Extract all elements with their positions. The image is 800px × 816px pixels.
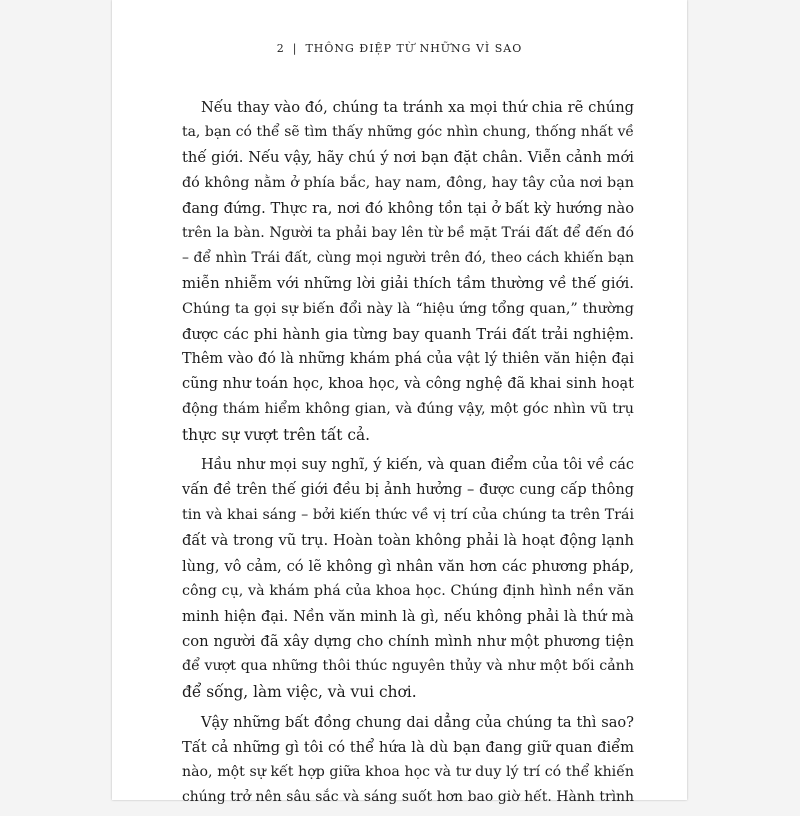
text-line: động thám hiểm không gian, và đúng vậy, một góc nhìn vũ trụ	[182, 401, 634, 418]
paragraph-1	[182, 95, 634, 448]
body-text	[182, 95, 634, 816]
text-line: Nếu thay vào đó, chúng ta tránh xa mọi thứ chia rẽ chúng	[201, 99, 634, 116]
text-line: vấn đề trên thế giới đều bị ảnh hưởng – được cung cấp thông	[182, 482, 634, 499]
text-line: miễn nhiễm với những lời giải thích tầm thường về thế giới.	[182, 274, 634, 293]
running-header	[112, 42, 687, 55]
text-line: con người đã xây dựng cho chính mình như một phương tiện	[182, 633, 634, 651]
text-line: ta, bạn có thể sẽ tìm thấy những góc nhìn chung, thống nhất về	[182, 124, 634, 141]
text-line: Chúng ta gọi sự biến đổi này là “hiệu ứng tổng quan,” thường	[182, 300, 634, 317]
text-line: nào, một sự kết hợp giữa khoa học và tư duy lý trí có thể khiến	[182, 764, 634, 781]
text-line: đất và trong vũ trụ. Hoàn toàn không phải là hoạt động lạnh	[182, 532, 634, 550]
chapter-title: THÔNG ĐIỆP TỪ NHỮNG VÌ SAO	[305, 42, 523, 55]
text-line: công cụ, và khám phá của khoa học. Chúng định hình nền văn	[182, 582, 634, 599]
paragraph-2	[182, 453, 634, 705]
text-line: trên la bàn. Người ta phải bay lên từ bề mặt Trái đất để đến đó	[182, 225, 634, 242]
text-line: thực sự vượt trên tất cả.	[182, 425, 371, 444]
text-line: tin và khai sáng – bởi kiến thức về vị trí của chúng ta trên Trái	[182, 507, 634, 524]
paragraph-3	[182, 710, 634, 811]
text-line: được các phi hành gia từng bay quanh Trái đất trải nghiệm.	[182, 324, 634, 343]
page-number: 2	[276, 42, 285, 55]
text-line: Tất cả những gì tôi có thể hứa là dù bạn đang giữ quan điểm	[182, 739, 634, 757]
text-line: Vậy những bất đồng chung dai dẳng của chúng ta thì sao?	[201, 713, 634, 731]
text-line: đó không nằm ở phía bắc, hay nam, đông, hay tây của nơi bạn	[182, 174, 634, 191]
text-line: cũng như toán học, khoa học, và công nghệ đã khai sinh hoạt	[182, 376, 634, 393]
text-line: chúng trở nên sâu sắc và sáng suốt hơn bao giờ hết. Hành trình	[182, 789, 634, 806]
text-line: lùng, vô cảm, có lẽ không gì nhân văn hơn các phương pháp,	[182, 557, 634, 575]
text-line: – để nhìn Trái đất, cùng mọi người trên đó, theo cách khiến bạn	[182, 250, 634, 267]
text-line: Thêm vào đó là những khám phá của vật lý thiên văn hiện đại	[182, 351, 634, 368]
text-line: để vượt qua những thôi thúc nguyên thủy và như một bối cảnh	[182, 658, 634, 675]
text-line: đang đứng. Thực ra, nơi đó không tồn tại ở bất kỳ hướng nào	[182, 199, 634, 217]
text-line: Hầu như mọi suy nghĩ, ý kiến, và quan điểm của tôi về các	[201, 456, 634, 473]
book-page	[112, 0, 687, 806]
text-line: thế giới. Nếu vậy, hãy chú ý nơi bạn đặt chân. Viễn cảnh mới	[182, 149, 634, 167]
text-line: minh hiện đại. Nền văn minh là gì, nếu không phải là thứ mà	[182, 608, 634, 626]
header-separator: |	[292, 42, 298, 55]
text-line: để sống, làm việc, và vui chơi.	[182, 682, 417, 701]
